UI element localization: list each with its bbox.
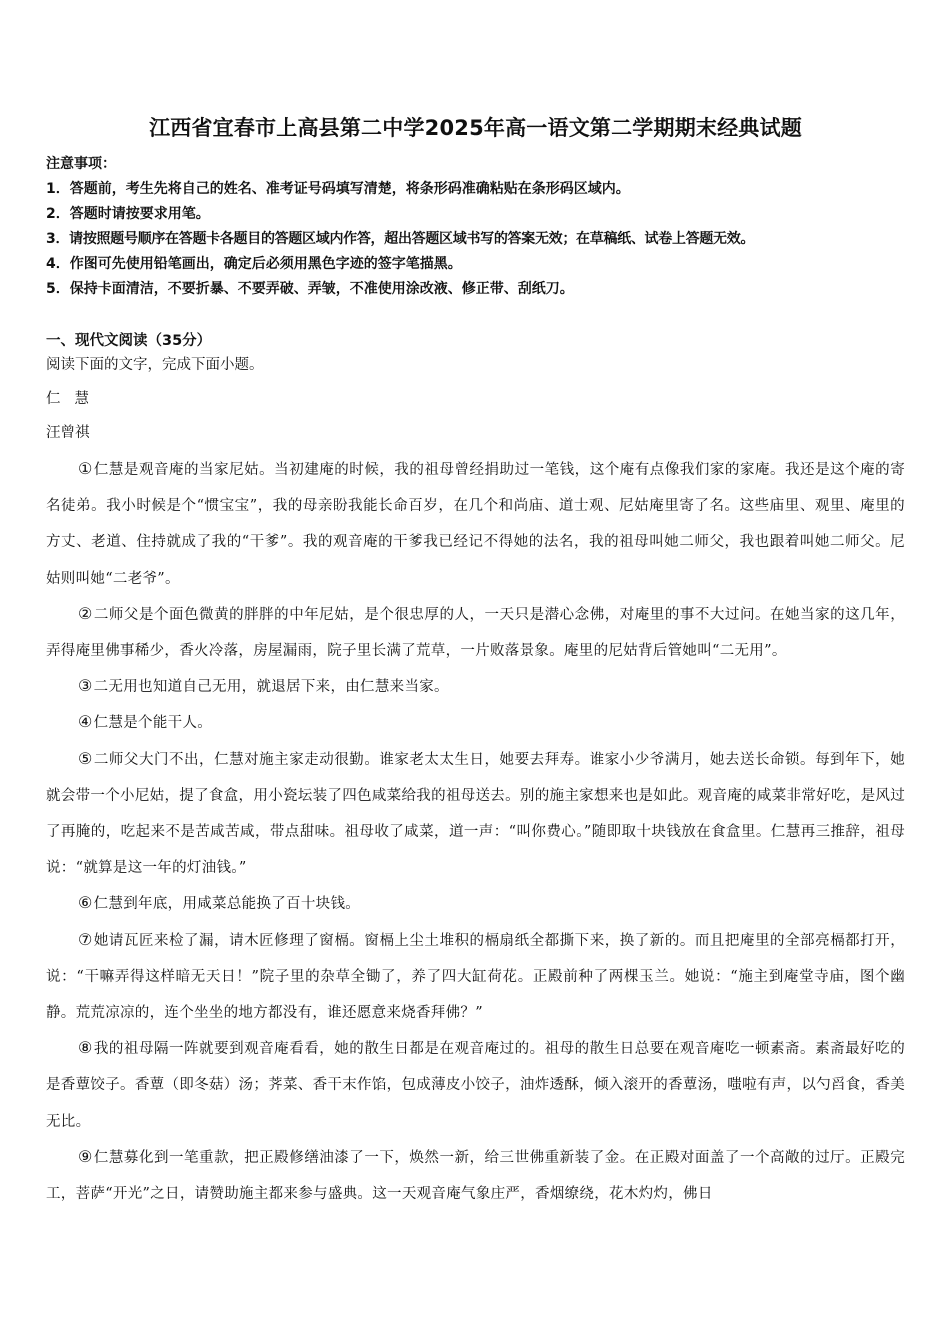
section-instruction: 阅读下面的文字，完成下面小题。 [46, 357, 264, 373]
paragraph-text: 仁慧是观音庵的当家尼姑。当初建庵的时候，我的祖母曾经捐助过一笔钱，这个庵有点像我们家的家庵。我还是这个庵的寄名徒弟。我小时候是个“惯宝宝”，我的母亲盼我能长命百岁，在几个和尚庙、道士观、尼姑庵里寄了名。这些庙里、观里、庵里的方丈、老道、住持就成了我的“干爹”。我的观音庵的干爹我已经记不得她的法名，我的祖母叫她二师父，我也跟着叫她二师父。尼姑则叫她“二老爷”。 [46, 462, 905, 587]
paragraph-text: 仁慧募化到一笔重款，把正殿修缮油漆了一下，焕然一新，给三世佛重新装了金。在正殿对面盖了一个高敞的过厅。正殿完工，菩萨“开光”之日，请赞助施主都来参与盛典。这一天观音庵气象庄严，香烟缭绕，花木灼灼，佛日 [46, 1149, 905, 1203]
notes-heading: 注意事项： [46, 156, 116, 172]
paragraph-text: 二师父是个面色微黄的胖胖的中年尼姑，是个很忠厚的人，一天只是潜心念佛，对庵里的事不大过问。在她当家的这几年，弄得庵里佛事稀少，香火冷落，房屋漏雨，院子里长满了荒草，一片败落景象。庵里的尼姑背后管她叫“二无用”。 [46, 606, 905, 660]
document-title: 江西省宜春市上高县第二中学2025年高一语文第二学期期末经典试题 [149, 116, 802, 140]
essay-author: 汪曾祺 [46, 425, 90, 441]
essay-title: 仁慧 [46, 391, 103, 407]
paragraph-9 [46, 1140, 905, 1212]
note-item: 5．保持卡面清洁，不要折暴、不要弄破、弄皱，不准使用涂改液、修正带、刮纸刀。 [46, 281, 574, 297]
paragraph-number: ⑧ [78, 1038, 93, 1058]
paragraph-text: 她请瓦匠来检了漏，请木匠修理了窗槅。窗槅上尘土堆积的槅扇纸全都撕下来，换了新的。而且把庵里的全部亮槅都打开，说：“干嘛弄得这样暗无天日！”院子里的杂草全锄了，养了四大缸荷花。正殿前种了两棵玉兰。她说：“施主到庵堂寺庙，图个幽静。荒荒凉凉的，连个坐坐的地方都没有，谁还愿意来烧香拜佛？” [46, 932, 905, 1022]
paragraph-text: 仁慧是个能干人。 [93, 715, 213, 732]
paragraph-text: 二无用也知道自己无用，就退居下来，由仁慧来当家。 [93, 679, 449, 696]
essay-body [46, 452, 905, 1212]
section-heading: 一、现代文阅读（35分） [46, 333, 212, 349]
paragraph-number: ⑨ [78, 1146, 93, 1166]
note-item: 1．答题前，考生先将自己的姓名、准考证号码填写清楚，将条形码准确粘贴在条形码区域内。 [46, 181, 630, 197]
note-item: 2．答题时请按要求用笔。 [46, 206, 210, 222]
paragraph-1 [46, 452, 905, 597]
paragraph-text: 二师父大门不出，仁慧对施主家走动很勤。谁家老太太生日，她要去拜寿。谁家小少爷满月，她去送长命锁。每到年下，她就会带一个小尼姑，提了食盒，用小瓷坛装了四色咸菜给我的祖母送去。别的施主家想来也是如此。观音庵的咸菜非常好吃，是风过了再腌的，吃起来不是苦咸苦咸，带点甜味。祖母收了咸菜，道一声：“叫你费心。”随即取十块钱放在食盒里。仁慧再三推辞，祖母说：“就算是这一年的灯油钱。” [46, 751, 905, 877]
paragraph-5 [46, 742, 905, 887]
paragraph-8 [46, 1031, 905, 1140]
paragraph-2 [46, 597, 905, 669]
paragraph-number: ⑤ [78, 748, 93, 768]
paragraph-text: 仁慧到年底，用咸菜总能换了百十块钱。 [93, 896, 361, 913]
paragraph-number: ② [78, 603, 93, 623]
paragraph-number: ① [78, 459, 93, 478]
paragraph-number: ⑦ [78, 929, 93, 949]
paragraph-number: ④ [78, 712, 93, 732]
paragraph-6 [46, 886, 905, 922]
paragraph-7 [46, 923, 905, 1032]
paragraph-number: ⑥ [78, 893, 93, 913]
paragraph-text: 我的祖母隔一阵就要到观音庵看看，她的散生日都是在观音庵过的。祖母的散生日总要在观音庵吃一顿素斋。素斋最好吃的是香蕈饺子。香蕈（即冬菇）汤；荠菜、香干末作馅，包成薄皮小饺子，油炸透酥，倾入滚开的香蕈汤，嗤啦有声，以勺舀食，香美无比。 [46, 1041, 905, 1130]
paragraph-3 [46, 669, 905, 705]
notes-block [46, 152, 905, 302]
paragraph-number: ③ [78, 676, 93, 696]
note-item: 3．请按照题号顺序在答题卡各题目的答题区域内作答，超出答题区域书写的答案无效；在草稿纸、试卷上答题无效。 [46, 231, 755, 247]
note-item: 4．作图可先使用铅笔画出，确定后必须用黑色字迹的签字笔描黑。 [46, 256, 462, 272]
paragraph-4 [46, 705, 905, 741]
